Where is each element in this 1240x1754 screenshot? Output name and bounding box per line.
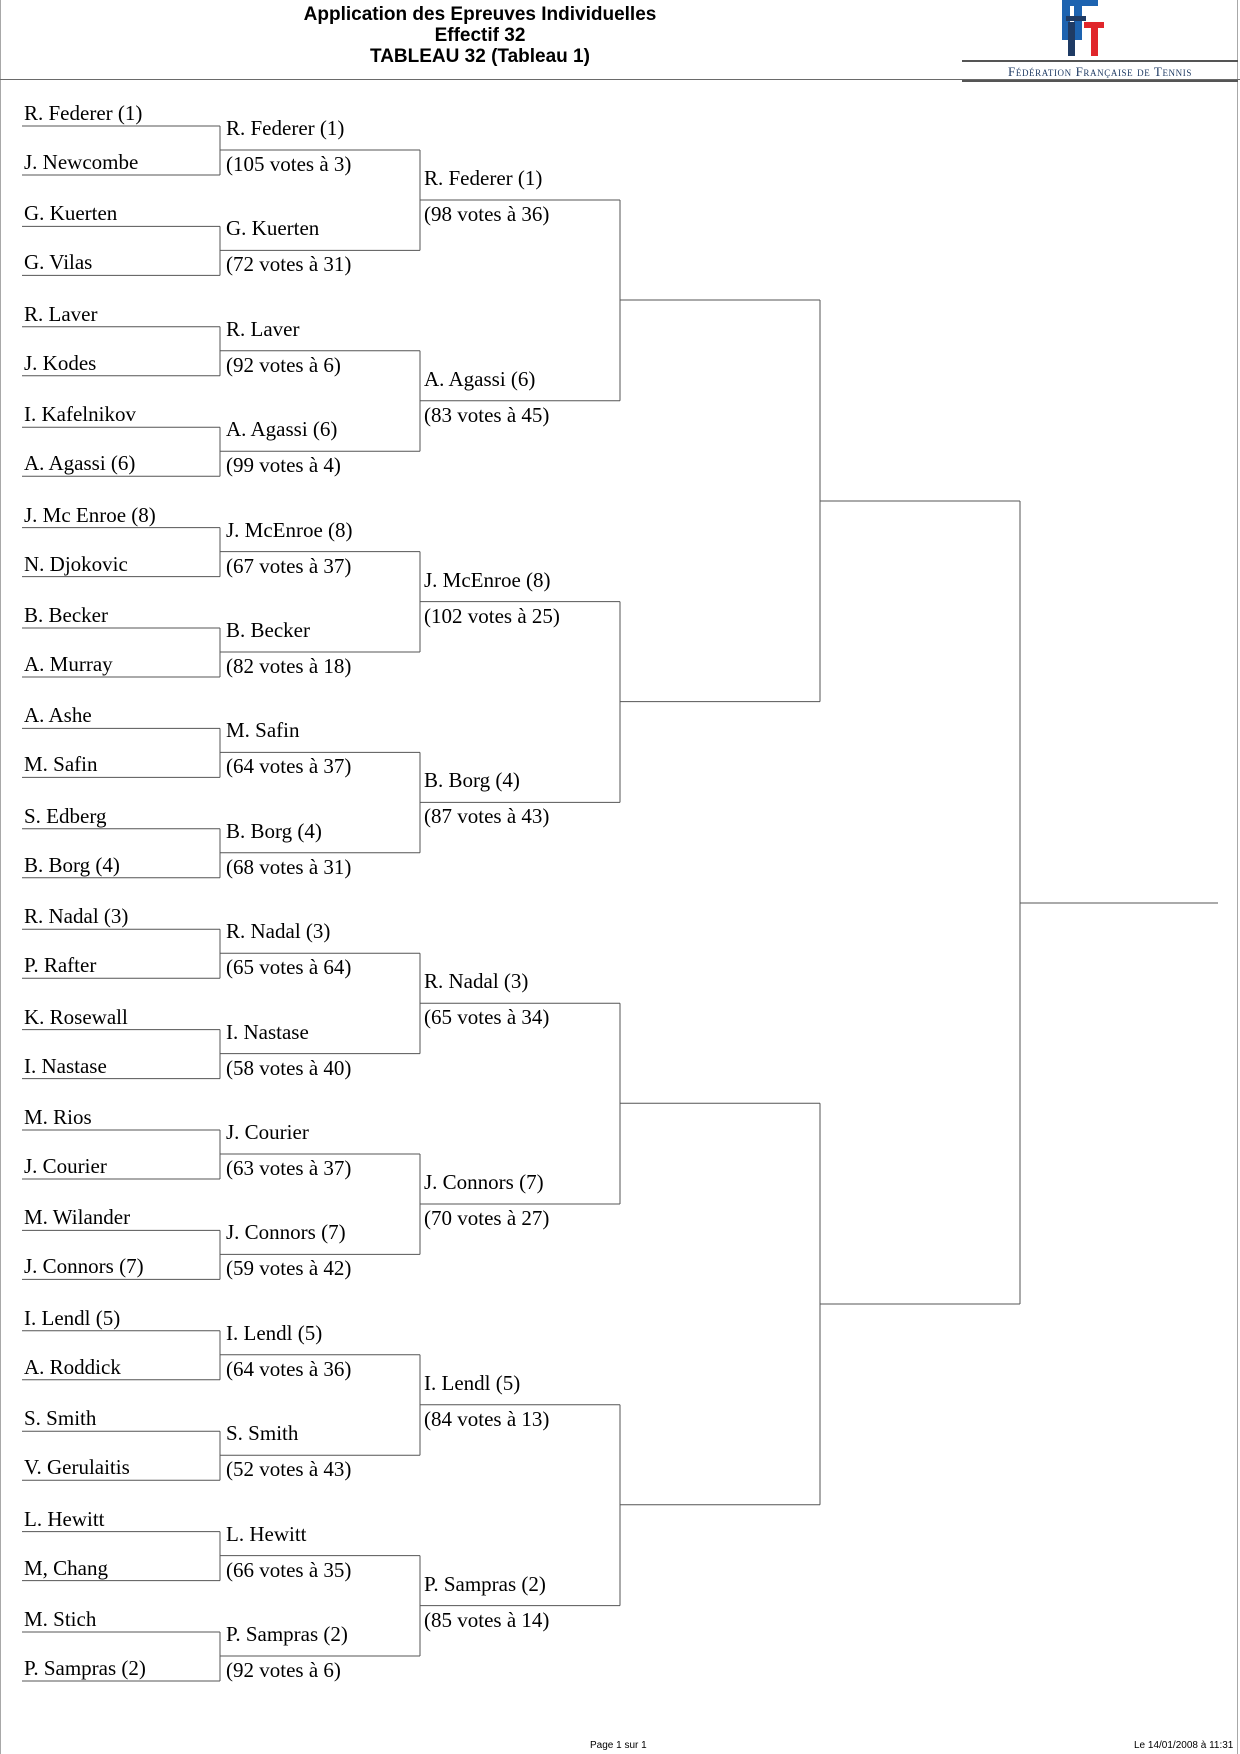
round1-player-name: G. Kuerten: [24, 201, 118, 226]
round2-score: (64 votes à 37): [226, 754, 352, 779]
round2-score: (52 votes à 43): [226, 1457, 352, 1482]
round2-score: (99 votes à 4): [226, 453, 341, 478]
round1-player-name: P. Rafter: [24, 953, 97, 978]
round2-player-name: B. Becker: [226, 618, 310, 642]
round2-score: (92 votes à 6): [226, 1658, 341, 1682]
round2-player-name: I. Lendl (5): [226, 1320, 323, 1345]
round1-player-name: A. Roddick: [24, 1354, 121, 1379]
round1-player-name: I. Kafelnikov: [24, 402, 136, 427]
round2-score: (67 votes à 37): [226, 553, 352, 578]
footer-page-number: Page 1 sur 1: [590, 1740, 647, 1751]
round3-score: (70 votes à 27): [424, 1206, 550, 1230]
round2-score: (82 votes à 18): [226, 654, 352, 678]
round2-score: (72 votes à 31): [226, 252, 352, 277]
round2-score: (59 votes à 42): [226, 1256, 352, 1281]
round1-player-name: I. Nastase: [24, 1053, 107, 1078]
round2-player-name: R. Federer (1): [226, 116, 345, 140]
round1-player-name: L. Hewitt: [24, 1506, 105, 1531]
round2-score: (58 votes à 40): [226, 1055, 352, 1080]
round1-player-name: A. Agassi (6): [24, 451, 136, 476]
round3-score: (102 votes à 25): [424, 603, 560, 628]
round3-player-name: R. Federer (1): [424, 166, 543, 190]
round1-player-name: G. Vilas: [24, 250, 93, 275]
round1-player-name: B. Becker: [24, 603, 108, 627]
round1-player-name: J. Newcombe: [24, 150, 139, 174]
round2-player-name: G. Kuerten: [226, 216, 320, 241]
round1-player-name: R. Nadal (3): [24, 904, 129, 929]
round3-player-name: J. McEnroe (8): [424, 567, 551, 592]
round2-score: (68 votes à 31): [226, 854, 352, 879]
round1-player-name: J. Mc Enroe (8): [24, 502, 156, 527]
round2-player-name: S. Smith: [226, 1421, 299, 1446]
round2-player-name: J. Connors (7): [226, 1220, 346, 1245]
footer-timestamp: Le 14/01/2008 à 11:31: [1134, 1740, 1234, 1751]
round3-player-name: R. Nadal (3): [424, 969, 529, 994]
round1-player-name: S. Edberg: [24, 803, 107, 828]
round3-player-name: I. Lendl (5): [424, 1370, 521, 1395]
round1-player-name: J. Kodes: [24, 350, 97, 375]
header-subtitle: Effectif 32: [434, 25, 526, 46]
round2-player-name: P. Sampras (2): [226, 1622, 348, 1646]
round2-player-name: B. Borg (4): [226, 818, 322, 843]
round2-score: (64 votes à 36): [226, 1356, 352, 1381]
round1-player-name: N. Djokovic: [24, 551, 128, 576]
round1-player-name: I. Lendl (5): [24, 1305, 121, 1330]
round1-player-name: J. Courier: [24, 1154, 107, 1178]
round3-player-name: J. Connors (7): [424, 1170, 544, 1194]
round1-player-name: M, Chang: [24, 1555, 108, 1580]
round1-player-name: B. Borg (4): [24, 852, 120, 877]
round2-player-name: I. Nastase: [226, 1019, 309, 1044]
header-title: Application des Epreuves Individuelles: [303, 4, 657, 25]
round2-player-name: J. McEnroe (8): [226, 517, 353, 542]
round3-score: (83 votes à 45): [424, 402, 550, 427]
round1-player-name: M. Wilander: [24, 1205, 131, 1230]
round2-player-name: L. Hewitt: [226, 1521, 307, 1546]
round3-score: (87 votes à 43): [424, 804, 550, 829]
round3-player-name: A. Agassi (6): [424, 366, 536, 391]
round1-player-name: R. Laver: [24, 301, 98, 326]
round1-player-name: A. Ashe: [24, 703, 92, 728]
round2-player-name: A. Agassi (6): [226, 417, 338, 442]
round3-score: (98 votes à 36): [424, 202, 550, 226]
header-table-label: TABLEAU 32 (Tableau 1): [370, 46, 590, 67]
round2-score: (105 votes à 3): [226, 152, 352, 176]
round1-player-name: S. Smith: [24, 1406, 97, 1431]
round2-player-name: R. Nadal (3): [226, 919, 331, 944]
round2-score: (65 votes à 64): [226, 955, 352, 980]
round1-player-name: R. Federer (1): [24, 101, 143, 125]
round2-player-name: J. Courier: [226, 1120, 309, 1144]
round1-player-name: M. Safin: [24, 752, 98, 777]
round2-score: (92 votes à 6): [226, 352, 341, 377]
round1-player-name: K. Rosewall: [24, 1004, 128, 1029]
round3-score: (85 votes à 14): [424, 1607, 550, 1632]
round1-player-name: P. Sampras (2): [24, 1656, 146, 1680]
round3-score: (84 votes à 13): [424, 1406, 550, 1431]
round2-score: (66 votes à 35): [226, 1557, 352, 1582]
round1-player-name: M. Rios: [24, 1105, 92, 1129]
round3-player-name: B. Borg (4): [424, 768, 520, 793]
federation-label: Fédération Française de Tennis: [1008, 64, 1192, 79]
round1-player-name: M. Stich: [24, 1607, 97, 1631]
round2-player-name: M. Safin: [226, 718, 300, 743]
round1-player-name: V. Gerulaitis: [24, 1455, 130, 1480]
round3-score: (65 votes à 34): [424, 1005, 550, 1030]
round1-player-name: A. Murray: [24, 652, 113, 676]
round2-player-name: R. Laver: [226, 316, 300, 341]
round2-score: (63 votes à 37): [226, 1156, 352, 1180]
round3-player-name: P. Sampras (2): [424, 1571, 546, 1596]
round1-player-name: J. Connors (7): [24, 1254, 144, 1279]
